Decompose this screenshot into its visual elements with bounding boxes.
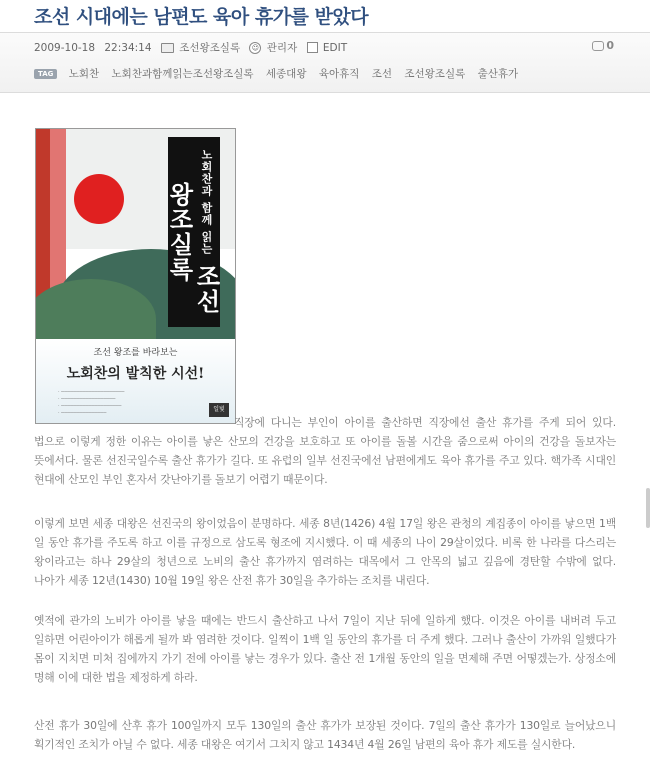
edit-link[interactable]	[307, 42, 348, 54]
cover-bottom-panel	[36, 339, 235, 423]
post-date: 2009-10-18	[34, 41, 96, 54]
edit-icon	[307, 42, 318, 53]
tag-link[interactable]: 조선왕조실록	[404, 68, 466, 80]
book-cover-image	[35, 128, 236, 424]
post-title[interactable]: 조선 시대에는 남편도 육아 휴가를 받았다	[34, 6, 369, 28]
folder-icon	[161, 43, 174, 53]
tag-link[interactable]: 조선	[371, 68, 393, 80]
book-title-main: 조선왕조실록	[165, 182, 221, 315]
publisher-logo: 일빛	[209, 403, 229, 417]
body-paragraph-text: 직장에 다니는 부인이 아이를 출산하면 직장에선 출산 휴가를 주게 되어 있다. 법으로 이렇게 정한 이유는 아이를 낳은 산모의 건강을 보호하고 또 아이를 돌볼 시간을 줌으로써 아이의 건강을 돌보자는 뜻에서다. 물론 선진국일수록 출산 휴가가 길다. 또 유럽의 일부 선진국에선 남편에게도 육아 휴가를 주고 있다. 핵가족 시대인 현대에 산모인 부인 혼자서 갓난아기를 돌보기 어렵기 때문이다.	[34, 416, 616, 486]
body-paragraph: 옛적에 관가의 노비가 아이를 낳을 때에는 반드시 출산하고 나서 7일이 지난 뒤에 일하게 했다. 이것은 아이를 내버려 두고 일하면 어린아이가 해롭게 될까 봐 염려한 것이다. 일찍이 1백 일 동안의 휴가를 더 주게 했다. 그러나 출산이 가까워 일했다가 몸이 지치면 미처 집에까지 가기 전에 아이를 낳는 경우가 있다. 출산 전 1개월 동안의 일을 면제해 주면 어떻겠는가. 상정소에 명해 이에 대한 법을 제정하게 하라.	[34, 614, 616, 684]
scrollbar-handle[interactable]	[646, 488, 650, 528]
comment-count-link[interactable]	[592, 39, 614, 52]
book-headline: 노회찬의 발칙한 시선!	[66, 366, 205, 382]
post-meta-row	[34, 40, 614, 56]
tag-row	[34, 66, 634, 81]
tag-link[interactable]: 노회찬	[68, 68, 100, 80]
tag-link[interactable]: 출산휴가	[477, 68, 519, 80]
book-subtitle: 조선 왕조를 바라보는	[93, 348, 178, 358]
cover-fine-print: · ───────────────────── · ────────────────── · ──────────────────── · ───────────────	[58, 389, 125, 416]
body-paragraph: 이렇게 보면 세종 대왕은 선진국의 왕이었음이 분명하다. 세종 8년(1426) 4월 17일 왕은 관청의 계집종이 아이를 낳으면 1백 일 동안 휴가를 주도록 하고 이를 규정으로 삼도록 형조에 지시했다. 이 때 세종의 나이 29살이었다. 비록 한 나라를 다스리는 왕이라고는 하나 29살의 청년으로 노비의 출산 휴가까지 염려하는 대목에서 그 안목의 넓고 깊음에 경탄할 수밖에 없다. 나아가 세종 12년(1430) 10월 19일 왕은 산전 휴가 30일을 추가하는 조치를 내린다.	[34, 517, 616, 587]
body-paragraph: 산전 휴가 30일에 산후 휴가 100일까지 모두 130일의 출산 휴가가 보장된 것이다. 7일의 출산 휴가가 130일로 늘어났으니 획기적인 조치가 아닐 수 없다. 세종 대왕은 여기서 그치지 않고 1434년 4월 26일 남편의 육아 휴가 제도를 실시한다.	[34, 719, 616, 751]
comment-bubble-icon	[592, 41, 604, 51]
book-title-band	[165, 137, 221, 327]
category-link[interactable]	[161, 40, 240, 55]
tag-link[interactable]: 육아휴직	[318, 68, 360, 80]
post-meta-bar	[0, 32, 650, 93]
tag-badge: TAG	[34, 69, 57, 79]
post-time: 22:34:14	[104, 41, 152, 54]
tag-link[interactable]: 노회찬과함께읽는조선왕조실록	[111, 68, 254, 80]
user-face-icon: ☺	[249, 42, 261, 54]
author-link[interactable]	[249, 40, 297, 55]
body-paragraph	[34, 413, 616, 489]
category-label: 조선왕조실록	[179, 42, 241, 54]
red-sun-illustration	[74, 174, 124, 224]
author-label: 관리자	[266, 42, 298, 54]
tag-link[interactable]: 세종대왕	[265, 68, 307, 80]
book-title-small: 노회찬과 함께 읽는	[200, 149, 213, 256]
comment-count: 0	[606, 39, 614, 52]
edit-label: EDIT	[322, 41, 348, 54]
